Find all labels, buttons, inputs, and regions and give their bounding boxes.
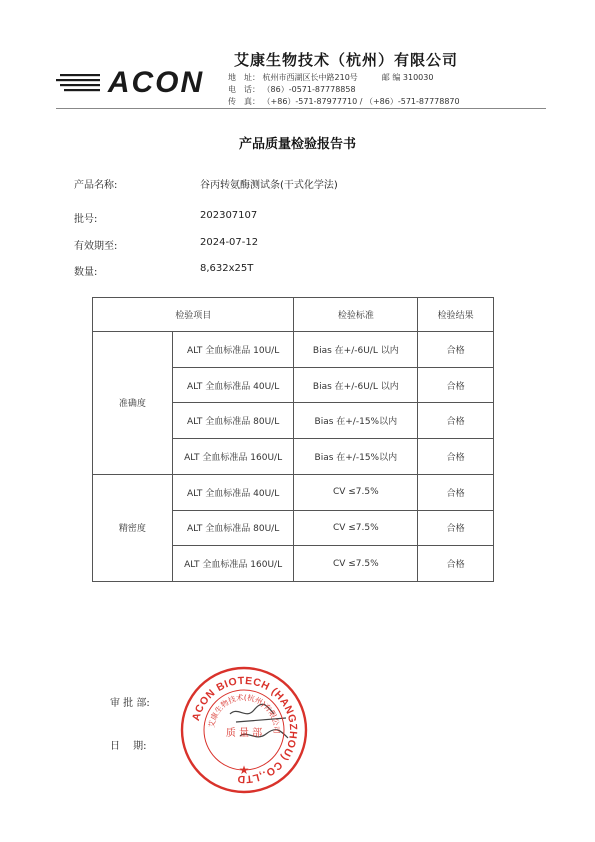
row-result: 合格: [418, 403, 494, 439]
acon-logo: [56, 56, 216, 104]
row-item: ALT 全血标准品 40U/L: [172, 474, 294, 510]
row-item: ALT 全血标准品 10U/L: [172, 332, 294, 368]
group-label-precision: 精密度: [93, 474, 173, 581]
inspection-table: [92, 297, 494, 582]
table-header-row: [93, 298, 494, 332]
header-result: 检验结果: [418, 298, 494, 332]
table-row: [93, 474, 494, 510]
row-standard: Bias 在+/-15%以内: [294, 403, 418, 439]
header-divider: [56, 108, 546, 109]
row-standard: Bias 在+/-6U/L 以内: [294, 367, 418, 403]
field-value-lot-number: 202307107: [200, 210, 258, 221]
stamp-inner-text: 艾康生物技术(杭州)有限公司: [206, 692, 282, 734]
field-value-expiry-date: 2024-07-12: [200, 237, 259, 248]
row-result: 合格: [418, 439, 494, 475]
table-row: [93, 332, 494, 368]
row-item: ALT 全血标准品 160U/L: [172, 439, 294, 475]
row-standard: CV ≤7.5%: [294, 546, 418, 582]
field-label-product-name: 产品名称:: [74, 180, 118, 191]
row-standard: CV ≤7.5%: [294, 510, 418, 546]
svg-text:ACON: ACON: [107, 66, 205, 99]
row-item: ALT 全血标准品 80U/L: [172, 403, 294, 439]
group-label-accuracy: 准确度: [93, 332, 173, 475]
field-value-product-name: 谷丙转氨酶测试条(干式化学法): [200, 180, 338, 191]
row-result: 合格: [418, 474, 494, 510]
field-value-quantity: 8,632x25T: [200, 263, 254, 274]
row-item: ALT 全血标准品 80U/L: [172, 510, 294, 546]
row-standard: Bias 在+/-15%以内: [294, 439, 418, 475]
row-item: ALT 全血标准品 160U/L: [172, 546, 294, 582]
company-address-line: 地 址： 杭州市西湖区长中路210号 邮 编 310030: [228, 73, 434, 82]
row-result: 合格: [418, 546, 494, 582]
report-title: 产品质量检验报告书: [238, 137, 356, 152]
row-result: 合格: [418, 510, 494, 546]
stamp-outer-text: ACON BIOTECH (HANGZHOU) CO.,LTD: [189, 674, 300, 786]
row-result: 合格: [418, 367, 494, 403]
approver-label: 审 批 部:: [110, 698, 150, 709]
quality-department-stamp: [178, 664, 310, 796]
field-label-quantity: 数量:: [74, 267, 98, 278]
company-name: 艾康生物技术（杭州）有限公司: [234, 51, 459, 69]
row-standard: Bias 在+/-6U/L 以内: [294, 332, 418, 368]
header-test-item: 检验项目: [93, 298, 294, 332]
row-standard: CV ≤7.5%: [294, 474, 418, 510]
field-label-expiry-date: 有效期至:: [74, 241, 118, 252]
company-phone-line: 电 话： （86）-0571-87778858: [228, 85, 356, 94]
date-label: 日 期:: [110, 741, 147, 752]
stamp-center-text: 质 量 部: [225, 728, 263, 739]
header-standard: 检验标准: [294, 298, 418, 332]
field-label-lot-number: 批号:: [74, 214, 98, 225]
company-fax-line: 传 真： （+86）-571-87977710 / （+86）-571-87778870: [228, 97, 460, 106]
stamp-star-icon: ★: [238, 763, 250, 777]
row-result: 合格: [418, 332, 494, 368]
row-item: ALT 全血标准品 40U/L: [172, 367, 294, 403]
